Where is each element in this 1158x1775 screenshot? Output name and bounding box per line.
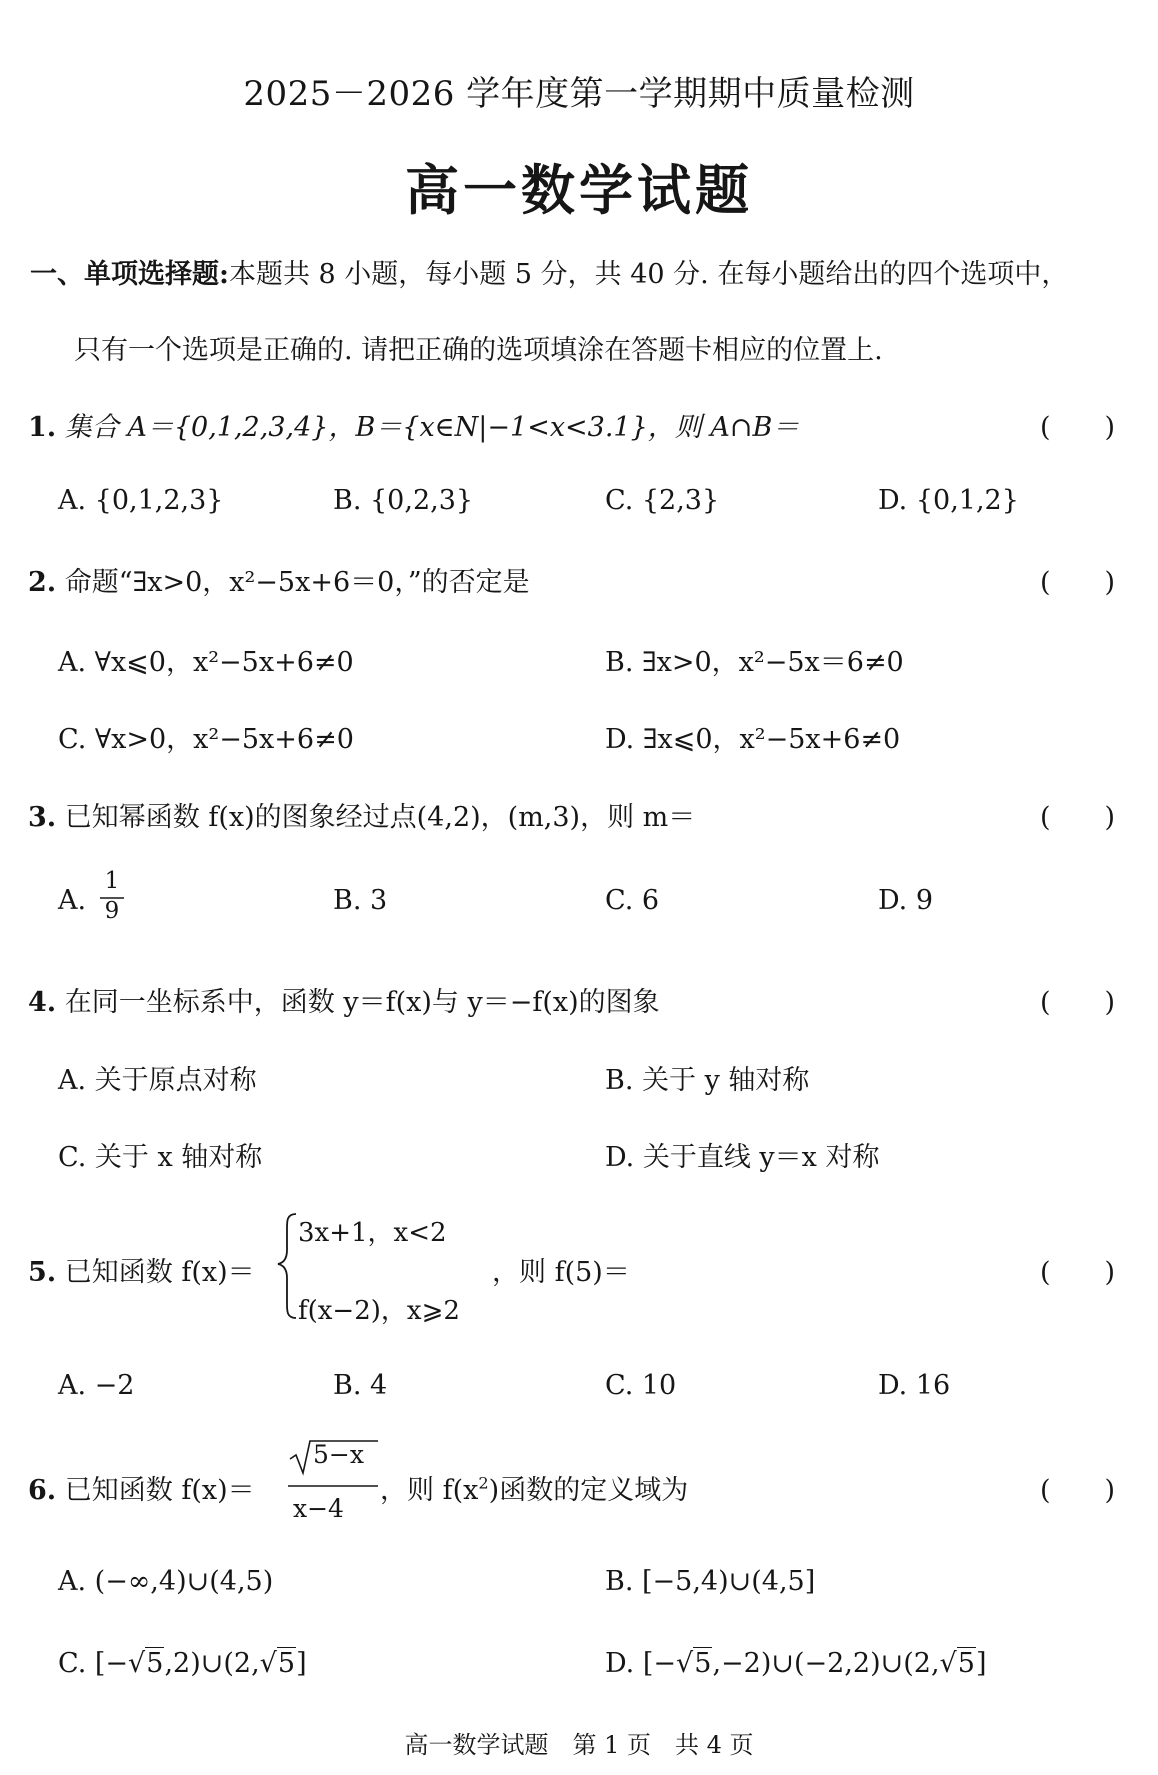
section1-heading: 一、单项选择题: [30, 259, 229, 290]
superscript-two: 2 [478, 1473, 489, 1493]
sqrt-sign: √ [259, 1648, 277, 1679]
piecewise-brace [278, 1214, 296, 1318]
option-a[interactable]: A. {0,1,2,3} [58, 485, 224, 516]
answer-blank[interactable]: ( ) [1040, 802, 1116, 833]
option-c[interactable]: C. ∀x>0，x²−5x+6≠0 [58, 724, 354, 755]
question-stem-suffix: ，则 f(5)＝ [492, 1257, 630, 1288]
sqrt-sign: √ [939, 1648, 957, 1679]
answer-blank[interactable]: ( ) [1040, 567, 1116, 598]
question-number: 4. [28, 987, 57, 1018]
option-b[interactable]: B. ∃x>0，x²−5x＝6≠0 [605, 647, 904, 678]
page-footer: 高一数学试题 第 1 页 共 4 页 [404, 1731, 754, 1759]
option-b[interactable]: B. {0,2,3} [333, 485, 474, 516]
option-b[interactable]: B. [−5,4)∪(4,5] [605, 1566, 816, 1597]
question-stem-prefix: 已知函数 f(x)＝ [64, 1475, 255, 1506]
piecewise-case-1: 3x+1，x<2 [298, 1218, 447, 1248]
stem-suffix-text: ，则 f(x [380, 1475, 479, 1506]
option-c-part: [− [94, 1648, 129, 1679]
exam-title: 2025－2026 学年度第一学期期中质量检测 [243, 74, 915, 114]
option-b[interactable]: B. 3 [333, 885, 388, 916]
answer-blank[interactable]: ( ) [1040, 412, 1116, 443]
option-b[interactable]: B. 关于 y 轴对称 [605, 1065, 810, 1096]
question-number: 6. [28, 1475, 57, 1506]
answer-blank[interactable]: ( ) [1040, 1475, 1116, 1506]
option-c[interactable]: C. 10 [605, 1370, 677, 1401]
option-d[interactable]: D. {0,1,2} [878, 485, 1019, 516]
question-stem-prefix: 已知函数 f(x)＝ [64, 1257, 255, 1288]
option-d[interactable]: D. ∃x⩽0，x²−5x+6≠0 [605, 724, 901, 755]
section1-instructions-line1: 本题共 8 小题，每小题 5 分，共 40 分. 在每小题给出的四个选项中， [228, 259, 1069, 290]
option-d[interactable]: D. 关于直线 y＝x 对称 [605, 1142, 880, 1173]
option-c-label: C. [58, 1648, 87, 1679]
subject-title: 高一数学试题 [405, 158, 753, 222]
fraction-numerator: 5−x [313, 1440, 364, 1469]
option-c[interactable]: C. 关于 x 轴对称 [58, 1142, 263, 1173]
question-number: 5. [28, 1257, 57, 1288]
option-a[interactable]: A. 关于原点对称 [58, 1065, 257, 1096]
radicand: 5 [694, 1648, 712, 1679]
question-stem: 在同一坐标系中，函数 y＝f(x)与 y＝−f(x)的图象 [64, 987, 660, 1018]
option-a[interactable]: A. (−∞,4)∪(4,5) [58, 1566, 274, 1597]
option-b[interactable]: B. 4 [333, 1370, 388, 1401]
question-stem: 集合 A＝{0,1,2,3,4}，B＝{x∈N|−1<x<3.1}，则 A∩B＝ [64, 412, 800, 443]
stem-end-text: )函数的定义域为 [488, 1475, 689, 1506]
question-number: 2. [28, 567, 57, 598]
option-d-part: ] [975, 1648, 987, 1679]
piecewise-case-2: f(x−2)，x⩾2 [298, 1296, 460, 1326]
sqrt-sign: √ [676, 1648, 694, 1679]
sqrt-sign: √ [128, 1648, 146, 1679]
question-number: 1. [28, 412, 57, 443]
option-c[interactable]: C. 6 [605, 885, 660, 916]
option-d-part: [− [642, 1648, 677, 1679]
radicand: 5 [277, 1648, 296, 1679]
question-number: 3. [28, 802, 57, 833]
answer-blank[interactable]: ( ) [1040, 987, 1116, 1018]
radicand: 5 [146, 1648, 164, 1679]
option-a-label: A. [58, 885, 87, 916]
option-a[interactable]: A. ∀x⩽0，x²−5x+6≠0 [58, 647, 354, 678]
question-stem: 已知幂函数 f(x)的图象经过点(4,2)，(m,3)，则 m＝ [64, 802, 696, 833]
answer-blank[interactable]: ( ) [1040, 1257, 1116, 1288]
question-stem: 命题“∃x>0，x²−5x+6＝0，”的否定是 [64, 567, 530, 598]
option-d[interactable]: D. 16 [878, 1370, 951, 1401]
fraction-denominator: x−4 [293, 1494, 344, 1523]
option-d-label: D. [605, 1648, 635, 1679]
option-a[interactable]: A. −2 [58, 1370, 135, 1401]
fraction-numerator: 1 [104, 868, 120, 894]
option-c-part: ,2)∪(2, [164, 1648, 260, 1679]
radicand: 5 [957, 1648, 975, 1679]
option-d-part: ,−2)∪(−2,2)∪(2, [712, 1648, 940, 1679]
option-d[interactable]: D. 9 [878, 885, 934, 916]
option-c[interactable]: C. {2,3} [605, 485, 720, 516]
radical-sign [290, 1441, 378, 1473]
fraction-denominator: 9 [104, 898, 120, 924]
section1-instructions-line2: 只有一个选项是正确的. 请把正确的选项填涂在答题卡相应的位置上. [74, 335, 883, 366]
option-c-part: ] [296, 1648, 307, 1679]
